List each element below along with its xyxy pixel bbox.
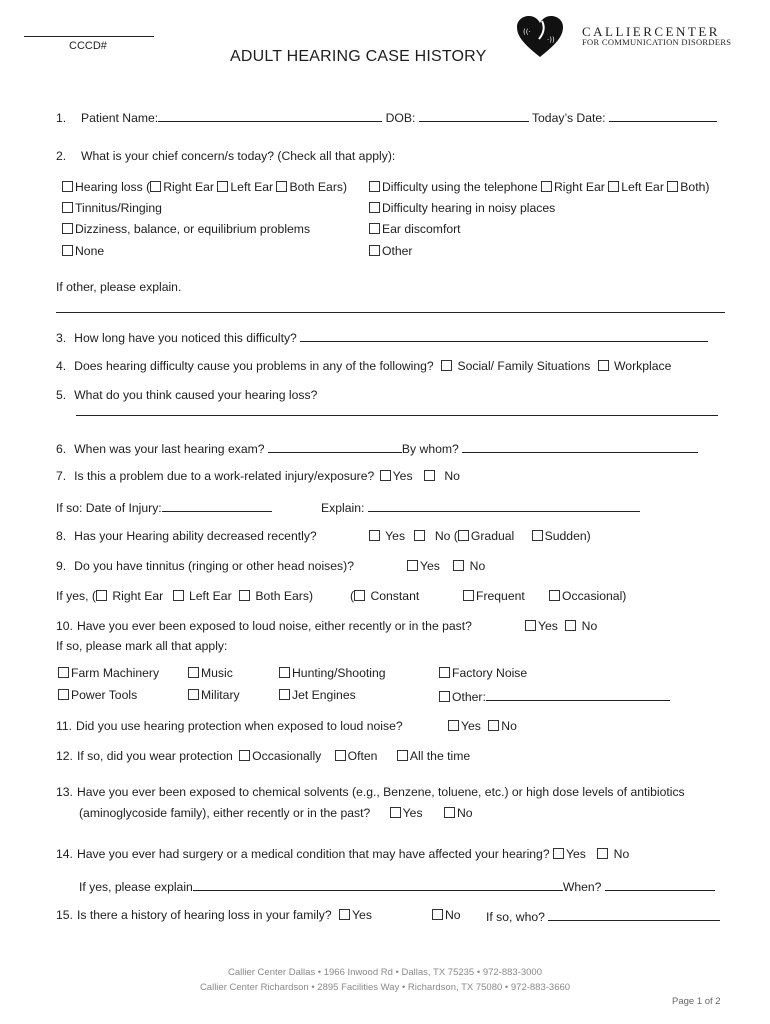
noise-other-label: Other: (452, 690, 486, 704)
dob-label: DOB: (385, 111, 416, 125)
q3-text: How long have you noticed this difficulty? (74, 331, 297, 345)
patient-name-label: Patient Name: (80, 111, 159, 125)
logo-line1: CALLIERCENTER (582, 24, 720, 39)
q15-no-label: No (445, 908, 461, 922)
q10-options (525, 619, 597, 633)
q14-text: Have you ever had surgery or a medical condition that may have affected your hearing? (76, 847, 550, 861)
by-whom-field[interactable] (462, 440, 698, 453)
q8-yes-checkbox[interactable] (369, 530, 380, 541)
q15-number: 15. (56, 908, 73, 922)
tinnitus-both-checkbox[interactable] (239, 590, 250, 601)
constant-label: Constant (370, 589, 420, 603)
q10-number: 10. (56, 619, 73, 633)
q9-ifyes-label: If yes, ( (56, 589, 96, 603)
question-7 (56, 469, 460, 483)
gradual-checkbox[interactable] (458, 530, 469, 541)
other-explain-label: If other, please explain. (56, 280, 182, 294)
frequent-label: Frequent (476, 589, 525, 603)
q13-text-line2: (aminoglycoside family), either recently or in the past? (79, 806, 371, 820)
q9-paren: ( (350, 589, 355, 603)
q8-text: Has your Hearing ability decreased recently? (74, 529, 317, 543)
tinnitus-left-checkbox[interactable] (173, 590, 184, 601)
q9-no-checkbox[interactable] (453, 560, 464, 571)
date-of-injury-label: If so: Date of Injury: (56, 501, 162, 515)
none-checkbox[interactable] (62, 245, 73, 256)
gradual-label: Gradual (470, 529, 515, 543)
q9-occasional (549, 589, 626, 603)
hearing-loss-checkbox[interactable] (62, 181, 73, 192)
q10-text: Have you ever been exposed to loud noise, either recently or in the past? (76, 619, 472, 633)
q9-type-row (350, 589, 419, 603)
hl-both-ears-label: Both Ears) (289, 180, 348, 194)
question-4 (56, 359, 671, 373)
q7-explain-label: Explain: (321, 501, 365, 515)
question-2 (56, 149, 395, 163)
q11-text: Did you use hearing protection when exposed to loud noise? (76, 719, 403, 733)
q15-yes-label: Yes (352, 908, 372, 922)
hearing-loss-label: Hearing loss ( (75, 180, 151, 194)
q13-line2 (79, 806, 473, 820)
hl-left-ear-label: Left Ear (230, 180, 274, 194)
power-tools-checkbox[interactable] (58, 689, 69, 700)
other-explain-field[interactable] (56, 312, 725, 313)
q11-yes-label: Yes (461, 719, 481, 733)
tinnitus-checkbox[interactable] (62, 202, 73, 213)
phone-both-checkbox[interactable] (667, 181, 678, 192)
date-of-injury-field[interactable] (162, 499, 272, 512)
q2-discomfort-row (369, 222, 461, 236)
q15-no-option (432, 908, 461, 922)
ear-discomfort-checkbox[interactable] (369, 223, 380, 234)
hl-right-ear-checkbox[interactable] (150, 181, 161, 192)
question-1 (56, 109, 717, 125)
music-label: Music (201, 666, 233, 680)
q4-number: 4. (56, 359, 67, 373)
q15-no-checkbox[interactable] (432, 909, 443, 920)
q5-answer-field[interactable] (76, 415, 718, 416)
phone-left-ear-checkbox[interactable] (608, 181, 619, 192)
noise-other-field[interactable] (486, 688, 670, 701)
occasional-label: Occasional) (562, 589, 627, 603)
q11-yes-checkbox[interactable] (448, 720, 459, 731)
farm-machinery-checkbox[interactable] (58, 667, 69, 678)
all-the-time-checkbox[interactable] (397, 750, 408, 761)
q13-no-label: No (456, 806, 473, 820)
q11-options (448, 719, 517, 733)
q9-yes-checkbox[interactable] (407, 560, 418, 571)
q14-explain-label: If yes, please explain (79, 880, 193, 894)
phone-right-ear-checkbox[interactable] (541, 181, 552, 192)
q2-noisy-row (369, 201, 555, 215)
social-family-label: Social/ Family Situations (457, 359, 591, 373)
todays-date-field[interactable] (609, 109, 717, 122)
question-8 (56, 529, 317, 543)
hunting-checkbox[interactable] (279, 667, 290, 678)
q2-other-row (369, 244, 412, 258)
social-family-checkbox[interactable] (441, 360, 452, 371)
logo (515, 15, 565, 64)
often-checkbox[interactable] (335, 750, 346, 761)
q10-no-label: No (581, 619, 598, 633)
q8-no-checkbox[interactable] (414, 530, 425, 541)
question-9 (56, 559, 354, 573)
q4-text: Does hearing difficulty cause you problems in any of the following? (74, 359, 434, 373)
hunting-label: Hunting/Shooting (292, 666, 386, 680)
by-whom-label: By whom? (401, 442, 459, 456)
sudden-checkbox[interactable] (532, 530, 543, 541)
q7-explain-field[interactable] (368, 499, 640, 512)
telephone-checkbox[interactable] (369, 181, 380, 192)
q7-text: Is this a problem due to a work-related injury/exposure? (74, 469, 375, 483)
jet-engines-option (279, 688, 356, 702)
constant-checkbox[interactable] (354, 590, 365, 601)
q7-yes-checkbox[interactable] (380, 470, 391, 481)
military-label: Military (201, 688, 240, 702)
military-checkbox[interactable] (188, 689, 199, 700)
tinnitus-right-checkbox[interactable] (96, 590, 107, 601)
farm-machinery-option (58, 666, 159, 680)
question-11 (56, 719, 403, 733)
question-10 (56, 619, 472, 633)
tinnitus-left-label: Left Ear (188, 589, 232, 603)
q9-no-label: No (469, 559, 486, 573)
q6-number: 6. (56, 442, 67, 456)
phone-left-ear-label: Left Ear (621, 180, 664, 194)
footer-dallas: Callier Center Dallas • 1966 Inwood Rd • Dallas, TX 75235 • 972-883-3000 (228, 967, 542, 978)
q7-no-label: No (444, 469, 460, 483)
last-exam-field[interactable] (268, 440, 402, 453)
occasionally-checkbox[interactable] (239, 750, 250, 761)
other-checkbox[interactable] (369, 245, 380, 256)
q12-number: 12. (56, 749, 73, 763)
q14-no-label: No (613, 847, 630, 861)
music-checkbox[interactable] (188, 667, 199, 678)
q15-who-field[interactable] (548, 908, 720, 921)
q3-answer-field[interactable] (300, 329, 708, 342)
q8-number: 8. (56, 529, 67, 543)
q11-no-checkbox[interactable] (488, 720, 499, 731)
q14-when-field[interactable] (605, 878, 715, 891)
footer-richardson: Callier Center Richardson • 2895 Facilities Way • Richardson, TX 75080 • 972-883-3660 (199, 982, 571, 993)
jet-engines-checkbox[interactable] (279, 689, 290, 700)
dob-field[interactable] (419, 109, 529, 122)
q7-no-checkbox[interactable] (424, 470, 435, 481)
q13-text-line1: Have you ever been exposed to chemical solvents (e.g., Benzene, toluene, etc.) or high dose levels of antibiotics (76, 785, 685, 799)
q9-ifyes-row (56, 589, 313, 603)
q15-text: Is there a history of hearing loss in your family? (76, 908, 332, 922)
q2-hearing-loss-row (62, 180, 347, 194)
q8-yes-label: Yes (385, 529, 406, 543)
workplace-checkbox[interactable] (598, 360, 609, 371)
hunting-option (279, 666, 386, 680)
noise-other-checkbox[interactable] (439, 691, 450, 702)
hl-both-ears-checkbox[interactable] (276, 181, 287, 192)
logo-line2: FOR COMMUNICATION DISORDERS (582, 37, 732, 47)
q15-yes-checkbox[interactable] (339, 909, 350, 920)
q10-markall: If so, please mark all that apply: (56, 639, 228, 653)
power-tools-label: Power Tools (71, 688, 138, 702)
farm-machinery-label: Farm Machinery (71, 666, 160, 680)
q2-dizzy-row (62, 222, 310, 236)
q9-text: Do you have tinnitus (ringing or other head noises)? (74, 559, 354, 573)
svg-text:·)): ·)) (547, 36, 555, 44)
occasionally-label: Occasionally (252, 749, 322, 763)
workplace-label: Workplace (614, 359, 672, 373)
tinnitus-both-label: Both Ears) (255, 589, 313, 603)
question-14 (56, 847, 629, 861)
other-label: Other (382, 244, 413, 258)
question-13 (56, 785, 685, 799)
heart-logo-icon (515, 15, 565, 59)
factory-option (439, 666, 527, 680)
factory-noise-label: Factory Noise (452, 666, 528, 680)
q2-text: What is your chief concern/s today? (Check all that apply): (80, 149, 396, 163)
telephone-label: Difficulty using the telephone (382, 180, 538, 194)
question-12 (56, 749, 470, 763)
q8-no-label: No ( (434, 529, 458, 543)
question-3 (56, 329, 708, 345)
patient-name-field[interactable] (158, 109, 382, 122)
question-5 (56, 388, 317, 402)
svg-text:((·: ((· (523, 28, 531, 36)
ear-discomfort-label: Ear discomfort (382, 222, 461, 236)
q7-number: 7. (56, 469, 67, 483)
music-option (188, 666, 233, 680)
q3-number: 3. (56, 331, 67, 345)
military-option (188, 688, 240, 702)
q7-explain-row (321, 499, 640, 515)
power-tools-option (58, 688, 137, 702)
hl-left-ear-checkbox[interactable] (217, 181, 228, 192)
todays-date-label: Today’s Date: (531, 111, 606, 125)
q2-tinnitus-row (62, 201, 162, 215)
q15-who-row (486, 908, 720, 924)
q8-options (369, 529, 591, 543)
q7-ifso-row (56, 499, 272, 515)
cccd-line[interactable] (24, 36, 154, 37)
dizziness-label: Dizziness, balance, or equilibrium problems (75, 222, 311, 236)
hl-right-ear-label: Right Ear (163, 180, 214, 194)
q10-yes-label: Yes (538, 619, 558, 633)
q14-explain-row (79, 878, 715, 894)
noisy-places-checkbox[interactable] (369, 202, 380, 213)
q13-number: 13. (56, 785, 73, 799)
noise-other-option (439, 688, 670, 704)
page-number: Page 1 of 2 (672, 996, 721, 1007)
question-6 (56, 440, 698, 456)
tinnitus-label: Tinnitus/Ringing (75, 201, 162, 215)
q2-phone-row (369, 180, 709, 194)
q7-yes-label: Yes (392, 469, 413, 483)
q9-number: 9. (56, 559, 67, 573)
q14-explain-field[interactable] (193, 878, 563, 891)
q14-number: 14. (56, 847, 73, 861)
phone-right-ear-label: Right Ear (554, 180, 605, 194)
q11-number: 11. (56, 719, 73, 733)
q2-number: 2. (56, 149, 67, 163)
q1-number: 1. (56, 111, 67, 125)
q9-yes-label: Yes (420, 559, 440, 573)
frequent-checkbox[interactable] (463, 590, 474, 601)
q10-no-checkbox[interactable] (565, 620, 576, 631)
q9-options (407, 559, 485, 573)
q13-yes-checkbox[interactable] (390, 807, 401, 818)
factory-noise-checkbox[interactable] (439, 667, 450, 678)
q14-yes-label: Yes (566, 847, 586, 861)
dizziness-checkbox[interactable] (62, 223, 73, 234)
jet-engines-label: Jet Engines (292, 688, 356, 702)
q14-no-checkbox[interactable] (597, 848, 608, 859)
q11-no-label: No (501, 719, 517, 733)
tinnitus-right-label: Right Ear (112, 589, 164, 603)
noisy-places-label: Difficulty hearing in noisy places (382, 201, 556, 215)
phone-both-label: Both) (680, 180, 710, 194)
often-label: Often (347, 749, 378, 763)
q9-frequent (463, 589, 525, 603)
none-label: None (75, 244, 105, 258)
q6-text: When was your last hearing exam? (74, 442, 265, 456)
q12-text: If so, did you wear protection (76, 749, 233, 763)
q5-number: 5. (56, 388, 67, 402)
sudden-label: Sudden) (544, 529, 591, 543)
all-the-time-label: All the time (409, 749, 471, 763)
q13-no-checkbox[interactable] (444, 807, 455, 818)
page-title: ADULT HEARING CASE HISTORY (230, 48, 487, 65)
q14-yes-checkbox[interactable] (553, 848, 564, 859)
occasional-checkbox[interactable] (549, 590, 560, 601)
question-15 (56, 908, 372, 922)
q14-when-label: When? (562, 880, 602, 894)
q2-none-row (62, 244, 104, 258)
cccd-label: CCCD# (69, 40, 107, 52)
q5-text: What do you think caused your hearing loss? (74, 388, 318, 402)
q10-yes-checkbox[interactable] (525, 620, 536, 631)
q15-who-label: If so, who? (486, 910, 545, 924)
q13-yes-label: Yes (402, 806, 423, 820)
